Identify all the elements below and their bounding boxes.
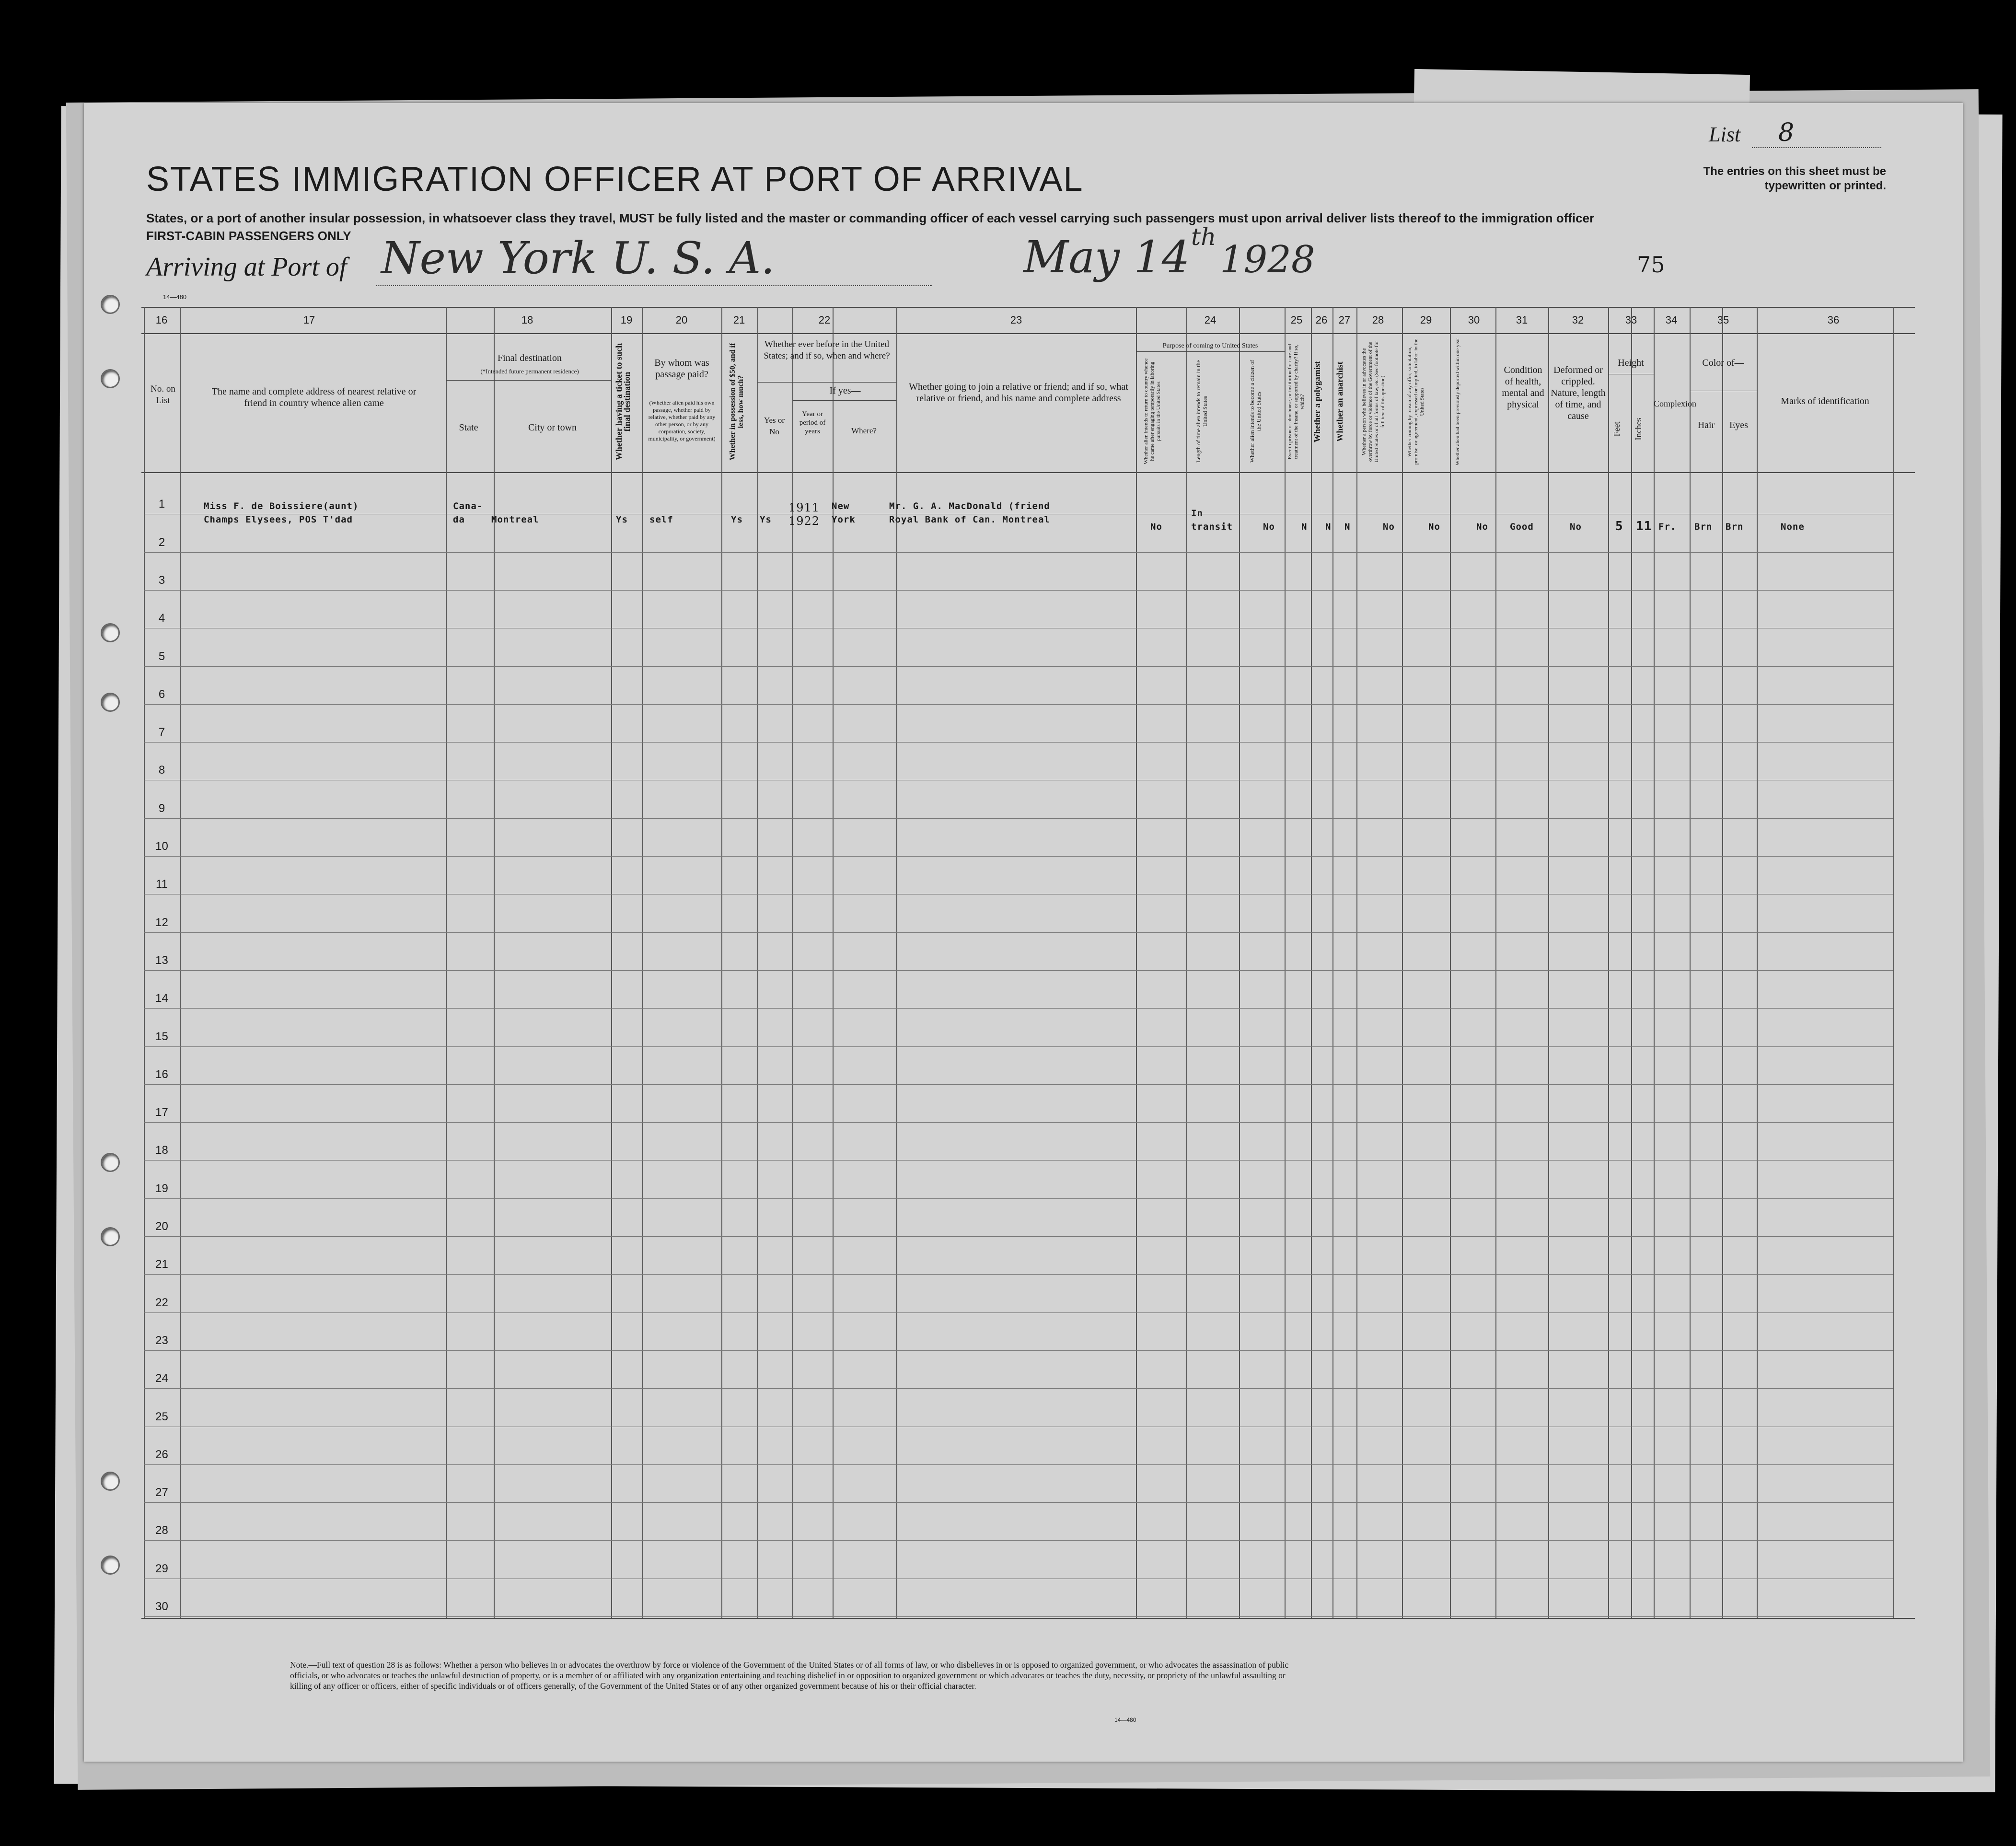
column-divider: [1402, 307, 1403, 1618]
row-divider: [144, 970, 1893, 971]
entry-before-yes: Ys: [760, 514, 772, 525]
entry-state-line2: da: [453, 514, 465, 525]
column-number: 23: [1010, 314, 1022, 326]
row-divider: [144, 1084, 1893, 1085]
column-divider: [1608, 307, 1609, 1618]
column-divider: [1311, 307, 1312, 1618]
column-divider: [144, 307, 145, 1618]
entry-state-line1: Cana-: [453, 501, 483, 511]
row-number: 4: [158, 612, 165, 625]
column-number: 26: [1315, 314, 1328, 326]
entry-joining-line1: Mr. G. A. MacDonald (friend: [889, 501, 1050, 511]
column-divider: [1450, 307, 1451, 1618]
column-number: 35: [1717, 314, 1729, 326]
list-number: 8: [1778, 118, 1795, 147]
header-joining: Whether going to join a relative or friend; and if so, what relative or friend, and his name and complete address: [909, 382, 1128, 404]
row-number: 13: [155, 953, 168, 967]
column-divider: [611, 307, 612, 1618]
header-purpose-length: Length of time alien intends to remain in the United States: [1195, 360, 1208, 463]
row-divider: [144, 704, 1893, 705]
header-feet: Feet: [1612, 421, 1622, 437]
column-number: 31: [1516, 314, 1528, 326]
row-number: 10: [155, 840, 168, 853]
entry-before-where1: New: [832, 501, 850, 511]
column-divider: [1186, 307, 1187, 1618]
column-number: 21: [733, 314, 745, 326]
entry-hair: Brn: [1694, 522, 1713, 532]
row-divider: [144, 1350, 1893, 1351]
typewritten-note: The entries on this sheet must be typewritten or printed.: [1703, 165, 1886, 192]
row-divider: [144, 1046, 1893, 1047]
column-number: 27: [1338, 314, 1351, 326]
header-q29: Whether coming by reason of any offer, solicitation, promise, or agreement, expressed or implied, to labor in the United States: [1407, 338, 1425, 465]
row-divider: [144, 666, 1893, 667]
header-city: City or town: [528, 422, 577, 433]
header-prison: Ever in prison or almshouse, or institution for care and treatment of the insane, or supported by charity? If so, which?: [1287, 344, 1305, 460]
row-number: 18: [155, 1144, 168, 1157]
header-top-border: [141, 333, 1915, 334]
column-number: 33: [1625, 314, 1637, 326]
column-divider: [1654, 307, 1655, 1618]
header-passage-paid-note: (Whether alien paid his own passage, whether paid by relative, whether paid by any other person, or by any corporation, society, municipality, or government): [648, 399, 716, 442]
row-divider: [144, 1198, 1893, 1199]
entry-before-where2: York: [832, 514, 856, 525]
row-divider: [144, 742, 1893, 743]
column-number: 25: [1290, 314, 1303, 326]
column-number: 20: [675, 314, 688, 326]
row-divider: [144, 1236, 1893, 1237]
column-divider: [721, 307, 722, 1618]
header-relative-abroad: The name and complete address of nearest relative or friend in country whence alien came: [211, 386, 417, 408]
column-divider: [446, 307, 447, 1618]
header-marks: Marks of identification: [1781, 396, 1869, 406]
entry-before-year2: 1922: [788, 514, 820, 528]
column-divider: [1332, 307, 1333, 1618]
header-polygamist: Whether a polygamist: [1312, 361, 1322, 442]
binder-hole: [101, 1556, 120, 1575]
column-number: 28: [1372, 314, 1384, 326]
row-divider: [144, 1122, 1893, 1123]
column-divider: [1631, 307, 1632, 1618]
header-where: Where?: [851, 426, 877, 435]
if-yes-divider: [793, 400, 896, 401]
entry-relative-line2: Champs Elysees, POS T'dad: [204, 514, 353, 525]
column-divider: [1239, 307, 1240, 1618]
entry-q28: No: [1383, 522, 1395, 532]
header-state: State: [459, 422, 478, 433]
row-number: 29: [155, 1562, 168, 1575]
row-number: 14: [155, 992, 168, 1005]
row-number: 30: [155, 1600, 168, 1613]
row-divider: [144, 1502, 1893, 1503]
row-number: 11: [156, 878, 168, 891]
binder-hole: [101, 1472, 120, 1491]
column-number: 32: [1572, 314, 1584, 326]
column-divider: [1356, 307, 1357, 1618]
row-number: 15: [155, 1030, 168, 1043]
instructions-text: States, or a port of another insular possession, in whatsoever class they travel, MUST be fully listed and the master or commanding officer of each vessel carrying such passengers must upon arrival deliver lists thereof to the immigration officer: [146, 211, 1595, 225]
row-number: 21: [155, 1258, 168, 1271]
header-q28: Whether a person who believes in or advocates the overthrow by force or violence of the Government of the United States or of all forms of law, etc. (See footnote for full text of this question): [1361, 341, 1386, 463]
column-number: 22: [818, 314, 831, 326]
footnote: Note.—Full text of question 28 is as follows: Whether a person who believes in or advocates the overthrow by force or violence of the Government of the United States or of all forms of law, or who disbelieves in or is opposed to organized government, or who advocates the assassination of public officials, or who advocates or teaches the unlawful destruction of property, or is a member of or affiliated with any organization entertaining and teaching disbelief in or opposition to organized government or which advocates or teaches the duty, necessity, or propriety of the unlawful assaulting or killing of any officer or officers, either of specific individuals or of officers generally, of the Government of the United States or of any other organized government because of his or their official character.: [290, 1660, 1289, 1691]
column-number: 19: [620, 314, 633, 326]
column-divider: [642, 307, 643, 1618]
row-number: 24: [155, 1372, 168, 1385]
binder-hole: [101, 295, 120, 314]
final-destination-divider: [446, 380, 611, 381]
header-if-yes: If yes—: [829, 385, 861, 396]
row-number: 17: [155, 1106, 168, 1119]
column-number: 17: [303, 314, 315, 326]
header-eyes: Eyes: [1729, 420, 1748, 430]
passenger-class: FIRST-CABIN PASSENGERS ONLY: [146, 229, 351, 243]
row-divider: [144, 1616, 1893, 1617]
entry-city: Montreal: [491, 514, 539, 525]
row-number: 5: [158, 650, 165, 663]
entry-complexion: Fr.: [1658, 522, 1677, 532]
entry-money: Ys: [731, 514, 743, 525]
entry-before-year1: 1911: [788, 501, 820, 514]
column-divider: [1495, 307, 1496, 1618]
column-divider: [1548, 307, 1549, 1618]
entry-q30: No: [1476, 522, 1488, 532]
column-divider: [1722, 307, 1723, 1618]
column-number: 30: [1468, 314, 1480, 326]
entry-deformed: No: [1570, 522, 1582, 532]
row-number: 2: [158, 535, 165, 549]
row-divider: [144, 1274, 1893, 1275]
row-divider: [144, 1388, 1893, 1389]
before-in-us-divider: [757, 382, 896, 383]
header-final-destination: Final destination: [498, 353, 562, 363]
entry-anarchist: N: [1344, 522, 1351, 532]
list-label: List: [1709, 123, 1741, 146]
arriving-label: Arriving at Port of: [146, 252, 347, 282]
port-underline: [376, 285, 932, 286]
column-number: 34: [1665, 314, 1678, 326]
header-anarchist: Whether an anarchist: [1335, 361, 1344, 442]
header-height: Height: [1618, 358, 1644, 368]
header-inches: Inches: [1634, 418, 1643, 441]
header-hair: Hair: [1697, 420, 1715, 430]
column-number: 36: [1827, 314, 1840, 326]
header-purpose: Purpose of coming to United States: [1162, 342, 1258, 349]
entry-relative-line1: Miss F. de Boissiere(aunt): [204, 501, 359, 511]
column-number: 29: [1420, 314, 1432, 326]
entry-feet: 5: [1615, 519, 1623, 534]
column-divider: [494, 307, 495, 1618]
entry-length-line1: In: [1191, 508, 1203, 519]
page-title: STATES IMMIGRATION OFFICER AT PORT OF ARRIVAL: [146, 160, 1084, 198]
entry-marks: None: [1781, 522, 1805, 532]
row-number: 6: [158, 687, 165, 701]
arrival-date-month: May 14: [1023, 232, 1190, 283]
header-before-in-us: Whether ever before in the United States; and if so, when and where?: [764, 339, 890, 361]
row-number: 27: [155, 1486, 168, 1499]
entry-citizen: No: [1263, 522, 1275, 532]
binder-hole: [101, 1153, 120, 1172]
manifest-sheet: [84, 103, 1963, 1762]
header-passage-paid: By whom was passage paid?: [654, 358, 709, 380]
header-purpose-return: Whether alien intends to return to country whence he came after engaging temporarily in laboring pursuits in the United States: [1143, 358, 1161, 464]
binder-hole: [101, 693, 120, 712]
entry-return: No: [1150, 522, 1162, 532]
header-deformed: Deformed or crippled. Nature, length of time, and cause: [1551, 365, 1606, 421]
header-q30: Whether alien had been previously deported within one year: [1455, 338, 1460, 465]
row-divider: [144, 1464, 1893, 1465]
row-number: 22: [155, 1296, 168, 1309]
column-number: 18: [521, 314, 533, 326]
column-number: 16: [155, 314, 168, 326]
entry-eyes: Brn: [1726, 522, 1744, 532]
row-number: 26: [155, 1448, 168, 1461]
header-health: Condition of health, mental and physical: [1502, 365, 1544, 410]
binder-hole: [101, 623, 120, 642]
row-number: 28: [155, 1524, 168, 1537]
table-bottom-border: [141, 1618, 1915, 1619]
header-complexion: Complexion: [1654, 399, 1696, 408]
column-divider: [1136, 307, 1137, 1618]
row-number: 8: [158, 764, 165, 777]
header-bottom-border: [141, 472, 1915, 473]
arrival-date-suffix: th: [1191, 223, 1217, 251]
row-divider: [144, 856, 1893, 857]
row-divider: [144, 552, 1893, 553]
row-divider: [144, 590, 1893, 591]
column-number: 24: [1204, 314, 1217, 326]
entry-polygamist: N: [1325, 522, 1332, 532]
row-number: 23: [155, 1334, 168, 1347]
entry-passage-paid: self: [649, 514, 673, 525]
row-divider: [144, 1160, 1893, 1161]
column-divider: [1285, 307, 1286, 1618]
column-divider: [1893, 307, 1894, 1618]
entry-inches: 11: [1636, 519, 1652, 534]
arrival-date-year: 1928: [1220, 238, 1315, 281]
row-number: 25: [155, 1410, 168, 1423]
column-divider: [180, 307, 181, 1618]
binder-hole: [101, 369, 120, 388]
header-color-of: Color of—: [1702, 358, 1744, 368]
table-top-border: [141, 307, 1915, 308]
header-money: Whether in possession of $50, and if less, how much?: [729, 343, 745, 461]
header-yes-or-no: Yes or No: [764, 416, 785, 436]
entry-health: Good: [1510, 522, 1534, 532]
entry-ticket: Ys: [616, 514, 628, 525]
row-number: 1: [158, 498, 165, 511]
stamp-number: 75: [1637, 252, 1665, 278]
row-number: 19: [155, 1182, 168, 1195]
row-divider: [144, 1312, 1893, 1313]
row-divider: [144, 932, 1893, 933]
row-number: 20: [155, 1220, 168, 1233]
column-divider: [1757, 307, 1758, 1618]
list-underline: [1752, 147, 1881, 148]
entry-q29: No: [1428, 522, 1440, 532]
row-divider: [144, 818, 1893, 819]
form-code: 14—480: [163, 293, 187, 301]
header-no-on-list: No. on List: [151, 384, 175, 406]
header-final-destination-note: (*Intended future permanent residence): [480, 368, 579, 375]
arrival-port: New York U. S. A.: [381, 232, 775, 284]
header-ticket: Whether having a ticket to such final destination: [614, 343, 632, 461]
row-number: 16: [155, 1068, 168, 1081]
row-divider: [144, 1540, 1893, 1541]
header-purpose-citizen: Whether alien intends to become a citizen of the United States: [1249, 360, 1262, 463]
column-divider: [757, 307, 758, 1618]
entry-joining-line2: Royal Bank of Can. Montreal: [889, 514, 1050, 525]
column-divider: [1690, 307, 1691, 1618]
row-number: 3: [158, 573, 165, 587]
footer-code: 14—480: [1114, 1717, 1136, 1723]
row-number: 12: [155, 916, 168, 929]
row-number: 7: [158, 726, 165, 739]
entry-prison: N: [1301, 522, 1308, 532]
binder-hole: [101, 1227, 120, 1246]
entry-length-line2: transit: [1191, 522, 1233, 532]
purpose-divider: [1136, 351, 1285, 352]
row-divider: [144, 1008, 1893, 1009]
row-number: 9: [158, 801, 165, 815]
header-year-period: Year or period of years: [799, 410, 826, 435]
